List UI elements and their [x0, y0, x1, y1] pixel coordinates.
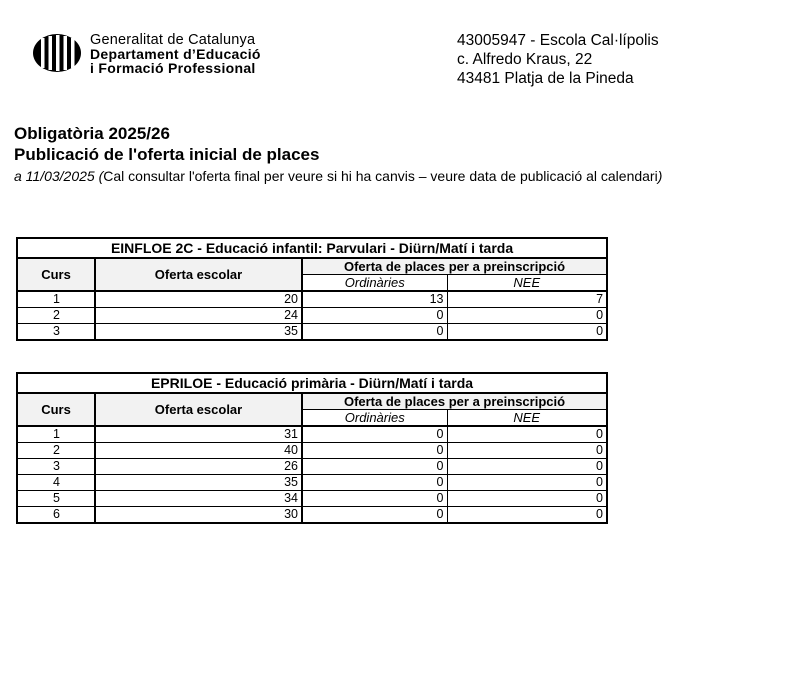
cell-ordinaries: 0: [302, 426, 447, 443]
page-title: Obligatòria 2025/26: [14, 124, 170, 143]
cell-oferta: 30: [95, 507, 302, 524]
cell-curs: 1: [17, 291, 95, 308]
offer-table-primaria: [16, 372, 608, 524]
table-title: EPRILOE - Educació primària - Diürn/Matí i tarda: [17, 373, 607, 393]
table-row: [17, 291, 607, 308]
cell-ordinaries: 0: [302, 507, 447, 524]
table-row: [17, 426, 607, 443]
cell-curs: 2: [17, 308, 95, 324]
cell-nee: 0: [447, 491, 607, 507]
cell-ordinaries: 0: [302, 459, 447, 475]
col-nee-header: NEE: [447, 275, 607, 292]
cell-ordinaries: 0: [302, 308, 447, 324]
cell-curs: 6: [17, 507, 95, 524]
school-name: 43005947 - Escola Cal·lípolis: [457, 32, 659, 49]
col-ordinaries-header: Ordinàries: [302, 275, 447, 292]
table-row: [17, 507, 607, 524]
cell-oferta: 31: [95, 426, 302, 443]
cell-oferta: 34: [95, 491, 302, 507]
table-row: [17, 475, 607, 491]
generalitat-logo: [32, 33, 332, 75]
col-curs-header: Curs: [17, 258, 95, 291]
publication-note: [14, 166, 662, 186]
col-ordinaries-header: Ordinàries: [302, 410, 447, 427]
cell-nee: 0: [447, 507, 607, 524]
cell-curs: 1: [17, 426, 95, 443]
cell-oferta: 35: [95, 475, 302, 491]
logo-line-formacio: i Formació Professional: [90, 60, 256, 76]
school-address: c. Alfredo Kraus, 22: [457, 51, 593, 68]
col-curs-header: Curs: [17, 393, 95, 426]
col-preinscripcio-header: Oferta de places per a preinscripció: [302, 393, 607, 410]
logo-line-departament: Departament d’Educació: [90, 46, 261, 62]
generalitat-emblem-icon: [32, 33, 84, 73]
cell-ordinaries: 13: [302, 291, 447, 308]
school-info: [457, 31, 659, 88]
col-oferta-header: Oferta escolar: [95, 258, 302, 291]
cell-nee: 0: [447, 308, 607, 324]
school-city: 43481 Platja de la Pineda: [457, 70, 634, 87]
cell-oferta: 24: [95, 308, 302, 324]
col-oferta-header: Oferta escolar: [95, 393, 302, 426]
table-row: [17, 443, 607, 459]
cell-curs: 3: [17, 324, 95, 341]
publication-date: a 11/03/2025 (: [14, 168, 104, 184]
col-preinscripcio-header: Oferta de places per a preinscripció: [302, 258, 607, 275]
cell-curs: 5: [17, 491, 95, 507]
table-row: [17, 308, 607, 324]
cell-curs: 4: [17, 475, 95, 491]
cell-nee: 7: [447, 291, 607, 308]
table-row: [17, 491, 607, 507]
table-row: [17, 324, 607, 341]
table-row: [17, 459, 607, 475]
table-title: EINFLOE 2C - Educació infantil: Parvulari - Diürn/Matí i tarda: [17, 238, 607, 258]
cell-ordinaries: 0: [302, 443, 447, 459]
cell-curs: 2: [17, 443, 95, 459]
offer-table-infantil: [16, 237, 608, 341]
cell-ordinaries: 0: [302, 491, 447, 507]
publication-note-close: ): [657, 168, 663, 184]
cell-curs: 3: [17, 459, 95, 475]
cell-ordinaries: 0: [302, 475, 447, 491]
cell-nee: 0: [447, 324, 607, 341]
cell-nee: 0: [447, 443, 607, 459]
publication-note-text: Cal consultar l'oferta final per veure si hi ha canvis – veure data de publicació al calendari: [103, 168, 658, 184]
cell-oferta: 40: [95, 443, 302, 459]
cell-nee: 0: [447, 459, 607, 475]
document-heading: [14, 123, 662, 186]
col-nee-header: NEE: [447, 410, 607, 427]
cell-nee: 0: [447, 426, 607, 443]
cell-ordinaries: 0: [302, 324, 447, 341]
page-subtitle: Publicació de l'oferta inicial de places: [14, 145, 320, 164]
cell-nee: 0: [447, 475, 607, 491]
cell-oferta: 20: [95, 291, 302, 308]
cell-oferta: 26: [95, 459, 302, 475]
cell-oferta: 35: [95, 324, 302, 341]
logo-line-generalitat: Generalitat de Catalunya: [90, 32, 256, 48]
